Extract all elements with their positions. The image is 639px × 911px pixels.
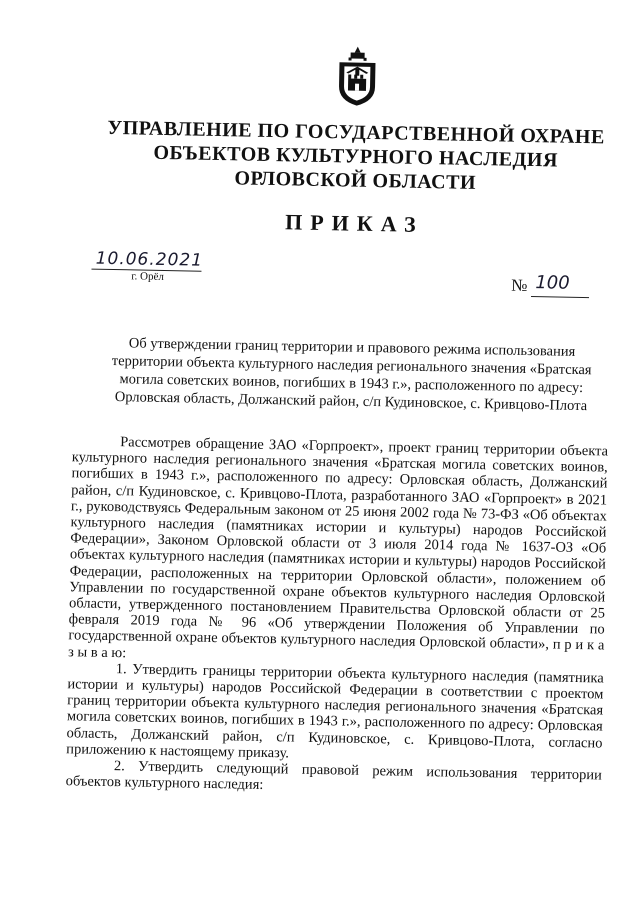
order-body [65, 433, 608, 800]
order-number: 100 [535, 272, 570, 294]
city-label: г. Орёл [131, 270, 165, 283]
org-name-line2: ОБЪЕКТОВ КУЛЬТУРНОГО НАСЛЕДИЯ [153, 141, 559, 172]
org-name-line3: ОРЛОВСКОЙ ОБЛАСТИ [234, 167, 477, 194]
subject-line: Орловская область, Должанский район, с/п Кудиновское, с. Кривцово-Плота [114, 389, 588, 415]
coat-of-arms-icon [336, 44, 379, 107]
document-type-title: ПРИКАЗ [284, 209, 424, 237]
item-1-paragraph: 1. Утвердить границы территории объекта культурного наследия (памятника истории и культуры) народов Российской Федерации в соответствии с проектом границ территории объекта культурного наследия регионального значения «Братская могила советских воинов, погибших в 1943 г.», расположенного по адресу: Орловская область, Должанский район, с/п Кудиновское, с. Кривцово-Плота, согласно приложению к настоящему приказу. [66, 660, 604, 762]
number-underline [531, 296, 589, 298]
order-date: 10.06.2021 [95, 248, 204, 271]
order-subject [91, 334, 612, 416]
preamble-paragraph: Рассмотрев обращение ЗАО «Горпроект», проект границ территории объекта культурного наследия регионального значения «Братская могила советских воинов, погибших в 1943 г.», расположенного по адресу: Орловская область, Должанский район, с/п Кудиновское, с. Кривцово-Плота, разработанного ЗАО «Горпроект» в 2021 г., руководствуясь Федеральным законом от 25 июня 2002 года № 73-ФЗ «Об объектах культурного наследия (памятниках истории и культуры) народов Российской Федерации», Законом Орловской области от 3 июля 2014 года № 1637-ОЗ «Об объектах культурного наследия (памятниках истории и культуры) народов Российской Федерации, расположенных на территории Орловской области», положением об Управлении по государственной охране объектов культурного наследия Орловской области, утвержденного постановлением Правительства Орловской области от 25 февраля 2019 года № 96 «Об утверждении Положения об Управлении по государственной охране объектов культурного наследия Орловской области», п р и к а з ы в а ю: [67, 434, 609, 661]
subject-line: могила советских воинов, погибших в 1943 г.», расположенного по адресу: [119, 371, 584, 397]
subject-line: Об утверждении границ территории и правового режима использования [128, 335, 576, 360]
org-name-line1: УПРАВЛЕНИЕ ПО ГОСУДАРСТВЕННОЙ ОХРАНЕ [107, 116, 606, 149]
item-2-paragraph: 2. Утвердить следующий правовой режим использования территории объектов культурного наследия: [65, 758, 603, 794]
subject-line: территории объекта культурного наследия регионального значения «Братская [111, 352, 592, 379]
number-label: № [511, 275, 528, 295]
